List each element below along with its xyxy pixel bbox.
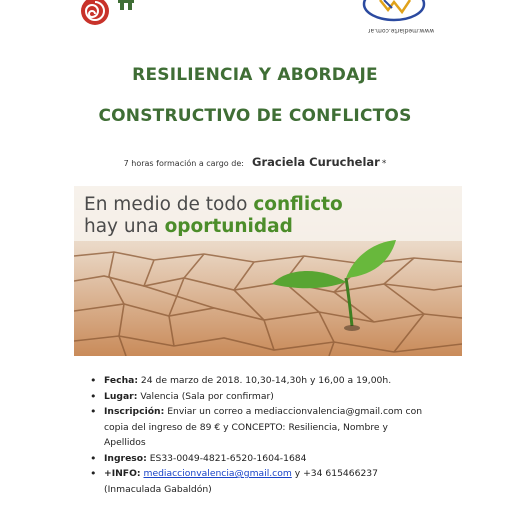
ingreso-label: Ingreso: [104, 452, 147, 464]
logo-url: www.mediarte.com.ar [368, 27, 435, 34]
inscripcion-label: Inscripción: [104, 406, 165, 417]
lugar-label: Lugar: [104, 390, 138, 402]
banner-line-1 [84, 194, 343, 216]
title-line-1: RESILIENCIA Y ABORDAJE [132, 65, 378, 85]
info-list [88, 373, 428, 497]
left-logo [78, 0, 138, 30]
masinfo-label: +INFO: [104, 468, 141, 479]
list-item-inscripcion [88, 404, 428, 451]
instructor-name: Graciela Curuchelar [252, 155, 380, 169]
masinfo-rest: y +34 615466237 (Inmaculada Gabaldón) [104, 468, 378, 495]
list-item-ingreso [88, 451, 428, 467]
title-line-2: CONSTRUCTIVO DE CONFLICTOS [98, 106, 412, 126]
banner-line2-text: hay una [84, 216, 159, 237]
mediarte-logo-icon [358, 0, 434, 28]
list-item-fecha [88, 373, 428, 389]
lugar-value: Valencia (Sala por confirmar) [140, 390, 274, 402]
list-item-lugar [88, 389, 428, 405]
byline-prefix: 7 horas formación a cargo de: [123, 159, 244, 168]
fecha-label: Fecha: [104, 375, 138, 386]
banner-line1-highlight: conflicto [253, 194, 343, 215]
byline [0, 151, 510, 170]
banner-caption [84, 194, 343, 238]
spiral-logo-icon [78, 0, 138, 30]
fecha-value: 24 de marzo de 2018. 10,30-14,30h y 16,00 a 19,00h. [140, 375, 392, 386]
inscripcion-value: Enviar un correo a mediaccionvalencia@gmail.com con copia del ingreso de 89 € y CONCEPTO: Resiliencia, Nombre y Apellidos [104, 406, 423, 448]
email-link[interactable]: mediaccionvalencia@gmail.com [143, 468, 292, 479]
banner-image [74, 186, 462, 356]
ingreso-value: ES33-0049-4821-6520-1604-1684 [149, 452, 307, 464]
banner-line-2 [84, 216, 343, 238]
banner-line1-text: En medio de todo [84, 194, 248, 215]
banner-line2-highlight: oportunidad [164, 216, 293, 237]
list-item-masinfo [88, 466, 428, 497]
byline-mark: * [381, 159, 387, 169]
